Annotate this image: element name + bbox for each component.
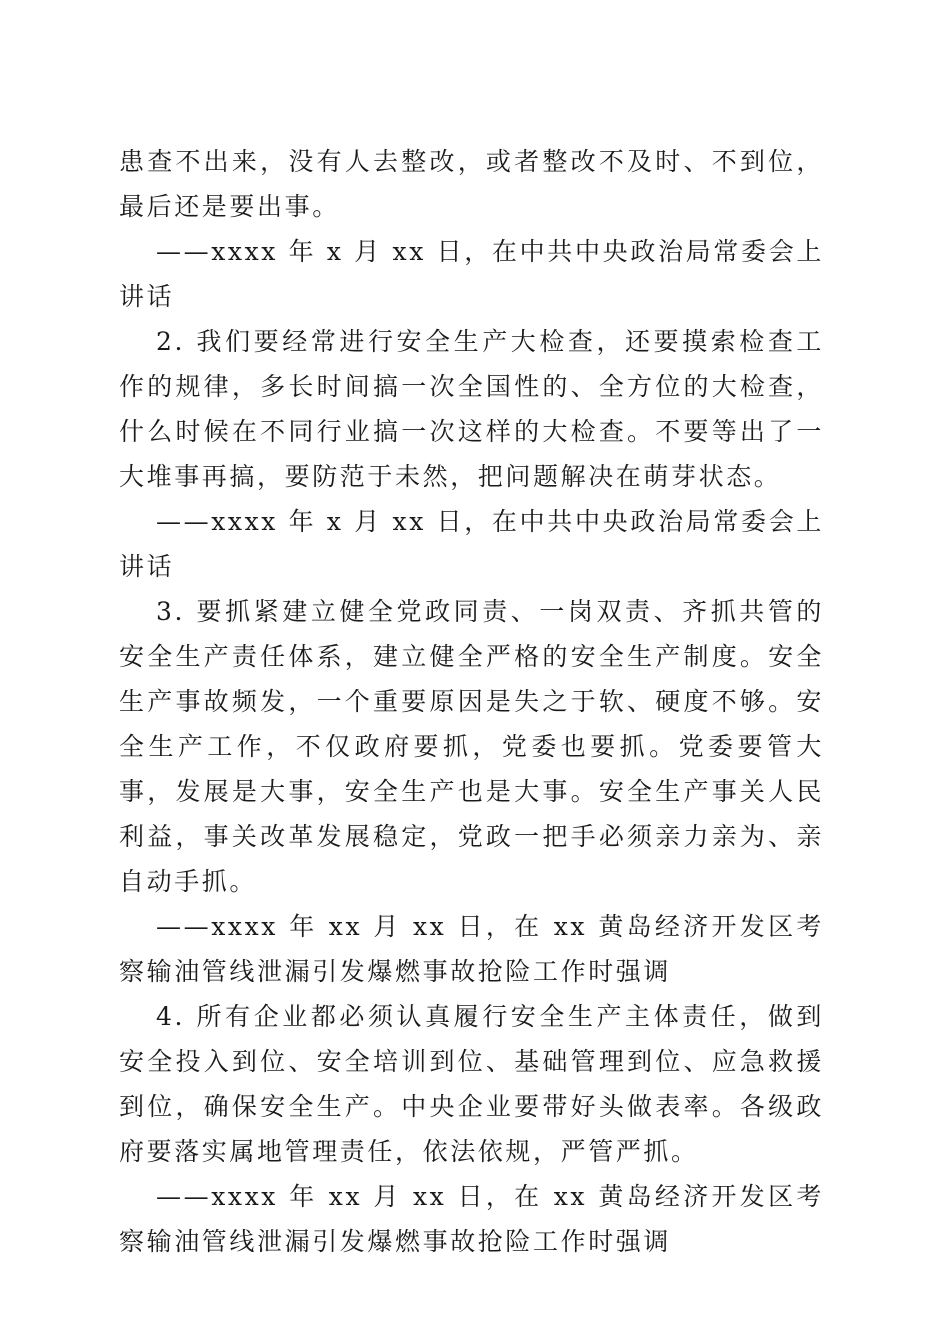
source-citation: ——xxxx 年 xx 月 xx 日，在 xx 黄岛经济开发区考察输油管线泄漏引发爆燃事故抢险工作时强调 — [119, 912, 824, 986]
numbered-paragraph-4: 4. 所有企业都必须认真履行安全生产主体责任，做到安全投入到位、安全培训到位、基础管理到位、应急救援到位，确保安全生产。中央企业要带好头做表率。各级政府要落实属地管理责任，依法依规，严管严抓。 — [119, 1002, 824, 1166]
source-citation: ——xxxx 年 x 月 xx 日，在中共中央政治局常委会上讲话 — [119, 237, 824, 311]
numbered-paragraph-3: 3. 要抓紧建立健全党政同责、一岗双责、齐抓共管的安全生产责任体系，建立健全严格的安全生产制度。安全生产事故频发，一个重要原因是失之于软、硬度不够。安全生产工作，不仅政府要抓，党委也要抓。党委要管大事，发展是大事，安全生产也是大事。安全生产事关人民利益，事关改革发展稳定，党政一把手必须亲力亲为、亲自动手抓。 — [119, 597, 824, 896]
numbered-paragraph-2: 2. 我们要经常进行安全生产大检查，还要摸索检查工作的规律，多长时间搞一次全国性的、全方位的大检查，什么时候在不同行业搞一次这样的大检查。不要等出了一大堆事再搞，要防范于未然，把问题解决在萌芽状态。 — [119, 327, 824, 491]
source-citation: ——xxxx 年 x 月 xx 日，在中共中央政治局常委会上讲话 — [119, 507, 824, 581]
source-citation: ——xxxx 年 xx 月 xx 日，在 xx 黄岛经济开发区考察输油管线泄漏引发爆燃事故抢险工作时强调 — [119, 1182, 824, 1256]
document-body — [119, 139, 824, 1264]
continued-paragraph: 患查不出来，没有人去整改，或者整改不及时、不到位，最后还是要出事。 — [119, 147, 824, 221]
